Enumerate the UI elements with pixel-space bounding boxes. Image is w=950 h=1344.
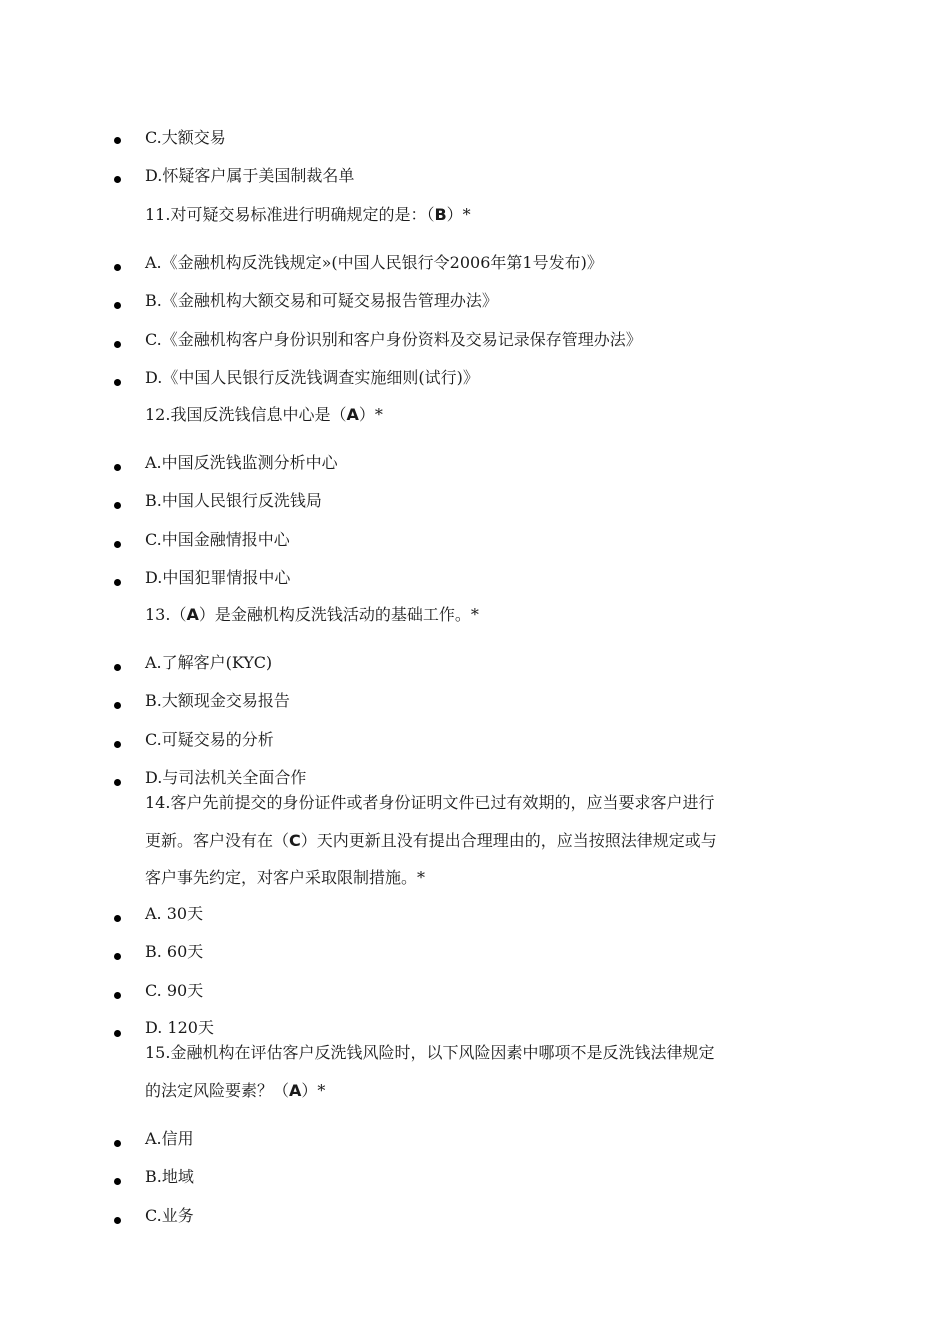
bullet	[114, 702, 121, 709]
q15-stem-line1: 15.金融机构在评估客户反洗钱风险时，以下风险因素中哪项不是反洗钱法律规定	[145, 1043, 715, 1062]
q11-answer: B	[434, 205, 447, 224]
q14-option-d: D. 120天	[145, 1018, 214, 1037]
q13-option-c: C.可疑交易的分析	[145, 730, 274, 749]
q11-stem	[145, 205, 471, 225]
q12-stem-pre: 12.我国反洗钱信息中心是（	[145, 405, 347, 424]
bullet	[114, 341, 121, 348]
bullet	[114, 302, 121, 309]
q12-answer: A	[346, 405, 359, 424]
q13-answer: A	[186, 605, 199, 624]
q13-option-a: A.了解客户(KYC)	[145, 653, 273, 672]
bullet	[114, 779, 121, 786]
bullet	[114, 541, 121, 548]
q11-option-d: D.《中国人民银行反洗钱调查实施细则(试行)》	[145, 368, 479, 387]
q12-option-d: D.中国犯罪情报中心	[145, 568, 291, 587]
bullet	[114, 464, 121, 471]
q15-answer: A	[289, 1081, 302, 1100]
bullet	[114, 741, 121, 748]
q15-stem-line2	[145, 1081, 325, 1101]
bullet	[114, 137, 121, 144]
bullet	[114, 992, 121, 999]
q10-option-d: D.怀疑客户属于美国制裁名单	[145, 166, 355, 185]
q13-option-d: D.与司法机关全面合作	[145, 768, 307, 787]
q12-option-b: B.中国人民银行反洗钱局	[145, 491, 322, 510]
q15-option-b: B.地域	[145, 1167, 194, 1186]
q12-stem-post: ）*	[358, 405, 383, 424]
q15-stem-post: ）*	[301, 1081, 326, 1100]
q14-stem-pre: 更新。客户没有在（	[145, 831, 290, 850]
q11-option-b: B.《金融机构大额交易和可疑交易报告管理办法》	[145, 291, 498, 310]
q12-option-c: C.中国金融情报中心	[145, 530, 290, 549]
q14-stem-post: ）天内更新且没有提出合理理由的，应当按照法律规定或与	[300, 831, 717, 850]
bullet	[114, 915, 121, 922]
q13-stem-pre: 13.（	[145, 605, 187, 624]
q14-stem-line2	[145, 831, 717, 851]
bullet	[114, 1030, 121, 1037]
bullet	[114, 176, 121, 183]
q14-option-b: B. 60天	[145, 942, 204, 961]
q13-stem	[145, 605, 479, 625]
q13-stem-post: ）是金融机构反洗钱活动的基础工作。*	[198, 605, 479, 624]
q11-option-a: A.《金融机构反洗钱规定»(中国人民银行令2006年第1号发布)》	[145, 253, 603, 272]
bullet	[114, 953, 121, 960]
q12-stem	[145, 405, 383, 425]
bullet	[114, 264, 121, 271]
bullet	[114, 579, 121, 586]
q14-answer: C	[289, 831, 301, 850]
q11-stem-post: ）*	[446, 205, 471, 224]
bullet	[114, 664, 121, 671]
q15-option-c: C.业务	[145, 1206, 194, 1225]
bullet	[114, 379, 121, 386]
q13-option-b: B.大额现金交易报告	[145, 691, 290, 710]
q15-option-a: A.信用	[145, 1129, 194, 1148]
q12-option-a: A.中国反洗钱监测分析中心	[145, 453, 338, 472]
bullet	[114, 1178, 121, 1185]
bullet	[114, 502, 121, 509]
q11-option-c: C.《金融机构客户身份识别和客户身份资料及交易记录保存管理办法》	[145, 330, 642, 349]
bullet	[114, 1217, 121, 1224]
q14-option-c: C. 90天	[145, 981, 204, 1000]
q14-stem-line1: 14.客户先前提交的身份证件或者身份证明文件已过有效期的，应当要求客户进行	[145, 793, 715, 812]
q14-option-a: A. 30天	[145, 904, 204, 923]
q14-stem-line3: 客户事先约定，对客户采取限制措施。*	[145, 868, 426, 887]
bullet	[114, 1140, 121, 1147]
q10-option-c: C.大额交易	[145, 128, 226, 147]
q11-stem-pre: 11.对可疑交易标准进行明确规定的是：（	[145, 205, 435, 224]
q15-stem-pre: 的法定风险要素？（	[145, 1081, 290, 1100]
